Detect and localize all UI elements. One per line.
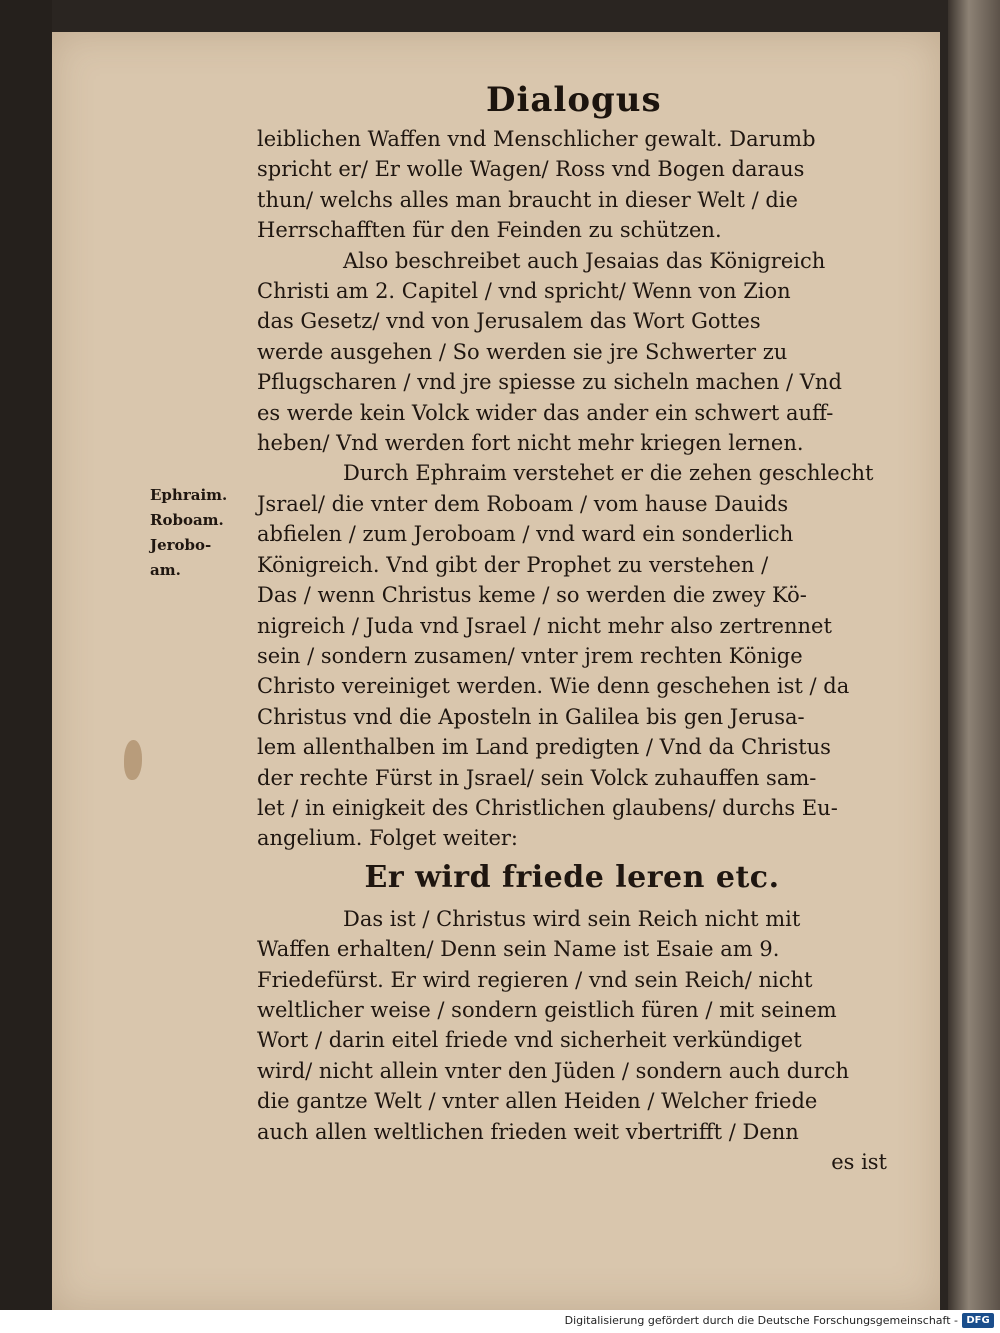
text-line: Königreich. Vnd gibt der Prophet zu verstehen /	[257, 552, 769, 577]
text-line: Also beschreibet auch Jesaias das Königreich	[343, 248, 826, 273]
text-line: sein / sondern zusamen/ vnter jrem rechten Könige	[257, 643, 803, 668]
text-line: Christus vnd die Aposteln in Galilea bis gen Jerusa-	[257, 704, 805, 729]
paper-stain	[124, 740, 142, 780]
text-line: wird/ nicht allein vnter den Jüden / sondern auch durch	[257, 1058, 850, 1083]
left-edge	[0, 0, 52, 1310]
text-line: auch allen weltlichen frieden weit vbertrifft / Denn	[257, 1119, 799, 1144]
section-heading: Er wird friede leren etc.	[364, 859, 780, 895]
text-line: Wort / darin eitel friede vnd sicherheit verkündiget	[257, 1028, 802, 1053]
text-line: Friedefürst. Er wird regieren / vnd sein Reich/ nicht	[257, 967, 813, 992]
text-line: spricht er/ Er wolle Wagen/ Ross vnd Bogen daraus	[257, 157, 805, 182]
footer-bar	[0, 1310, 1000, 1333]
dfg-logo: DFG	[962, 1313, 994, 1328]
text-line: Durch Ephraim verstehet er die zehen geschlecht	[343, 461, 874, 486]
marginal-note-line: Roboam.	[150, 511, 224, 529]
running-header: Dialogus	[486, 80, 662, 120]
text-line: Das ist / Christus wird sein Reich nicht mit	[343, 906, 801, 931]
text-line: es werde kein Volck wider das ander ein schwert auff-	[257, 400, 834, 425]
text-line: das Gesetz/ vnd von Jerusalem das Wort Gottes	[257, 309, 761, 334]
text-line: der rechte Fürst in Jsrael/ sein Volck zuhauffen sam-	[257, 765, 817, 790]
text-line: werde ausgehen / So werden sie jre Schwerter zu	[257, 339, 788, 364]
text-line: angelium. Folget weiter:	[257, 826, 519, 851]
text-line: Christi am 2. Capitel / vnd spricht/ Wenn von Zion	[257, 279, 791, 304]
text-line: Christo vereiniget werden. Wie denn geschehen ist / da	[257, 674, 850, 699]
text-line: Das / wenn Christus keme / so werden die zwey Kö-	[257, 583, 807, 608]
text-line: die gantze Welt / vnter allen Heiden / Welcher friede	[257, 1089, 818, 1114]
funding-credit: Digitalisierung gefördert durch die Deutsche Forschungsgemeinschaft -	[564, 1314, 958, 1327]
text-line: lem allenthalben im Land predigten / Vnd da Christus	[257, 735, 831, 760]
marginal-note-line: Jerobo-	[150, 536, 212, 554]
marginal-note	[150, 483, 260, 583]
text-line: leiblichen Waffen vnd Menschlicher gewalt. Darumb	[257, 127, 816, 151]
text-line: Jsrael/ die vnter dem Roboam / vom hause Dauids	[257, 491, 789, 516]
text-line: heben/ Vnd werden fort nicht mehr kriegen lernen.	[257, 431, 804, 456]
book-spine-edge	[948, 0, 1000, 1310]
marginal-note-line: Ephraim.	[150, 486, 228, 504]
text-line: es ist	[831, 1150, 887, 1174]
text-line: weltlicher weise / sondern geistlich füren / mit seinem	[257, 997, 837, 1022]
text-line: Waffen erhalten/ Denn sein Name ist Esaie am 9.	[257, 937, 780, 962]
body-text	[257, 124, 887, 1177]
text-line: Herrschafften für den Feinden zu schützen.	[257, 218, 722, 243]
text-line: let / in einigkeit des Christlichen glaubens/ durchs Eu-	[257, 795, 838, 820]
text-line: abfielen / zum Jeroboam / vnd ward ein sonderlich	[257, 522, 794, 547]
text-line: Pflugscharen / vnd jre spiesse zu sicheln machen / Vnd	[257, 370, 842, 395]
text-line: nigreich / Juda vnd Jsrael / nicht mehr also zertrennet	[257, 613, 832, 638]
text-line: thun/ welchs alles man braucht in dieser Welt / die	[257, 187, 798, 212]
marginal-note-line: am.	[150, 561, 181, 579]
